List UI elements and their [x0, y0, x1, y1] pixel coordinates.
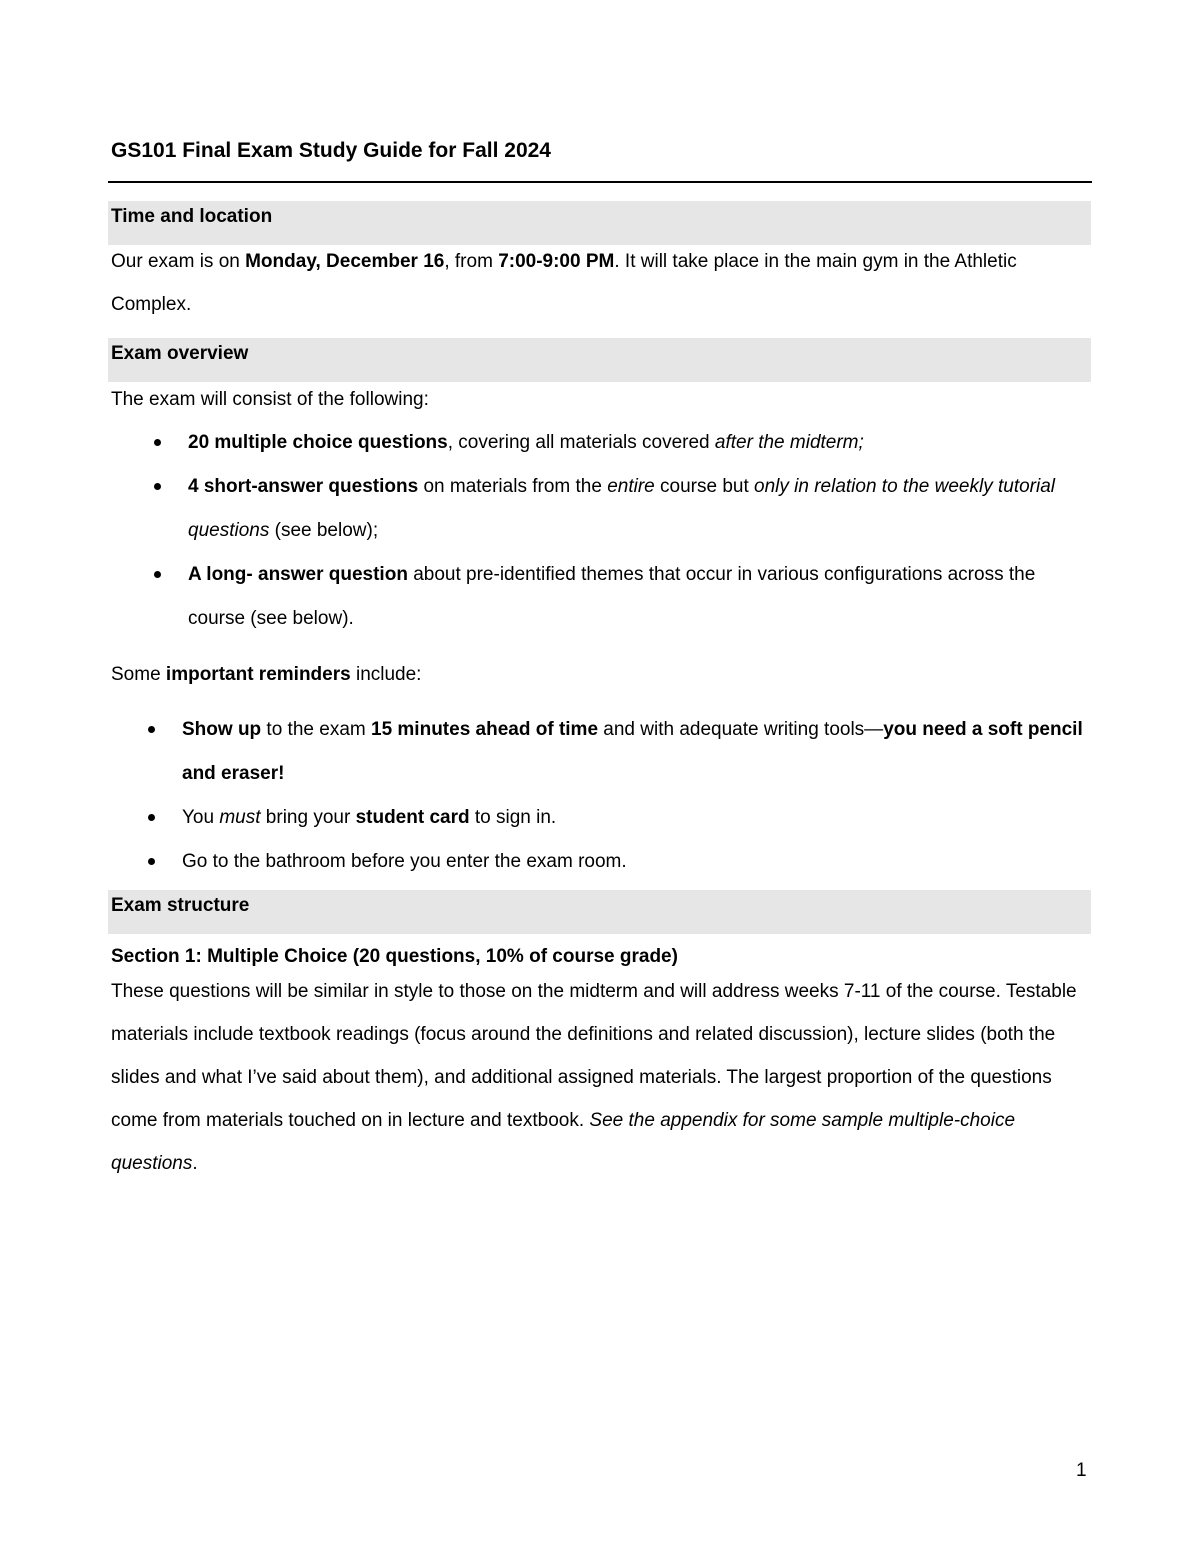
- list-item: [111, 840, 1093, 884]
- bullet-icon: [148, 858, 155, 865]
- text-run: 20 multiple choice questions: [188, 432, 448, 453]
- reminders-intro: [111, 653, 1093, 696]
- text-run: You: [182, 807, 220, 828]
- text-run: 15 minutes ahead of time: [371, 719, 599, 740]
- text-run: Some: [111, 664, 166, 685]
- list-item: [111, 421, 1093, 465]
- text-run: on materials from the: [418, 476, 608, 497]
- text-run: important reminders: [165, 664, 351, 685]
- time-location-paragraph: [111, 240, 1093, 326]
- section-heading-label: Exam overview: [111, 343, 249, 364]
- text-run: Go to the bathroom before you enter the exam room.: [182, 851, 627, 872]
- bullet-icon: [154, 439, 161, 446]
- text-run: , from: [444, 251, 499, 272]
- section-heading-label: Time and location: [111, 206, 273, 227]
- page-content: [111, 134, 1093, 1185]
- section1-title: Section 1: Multiple Choice (20 questions, 10% of course grade): [111, 946, 678, 967]
- text-run: include:: [350, 664, 422, 685]
- list-item: [111, 553, 1093, 641]
- exam-components-list: [111, 421, 1093, 641]
- text-run: Our exam is on: [111, 251, 246, 272]
- text-run: course but: [654, 476, 755, 497]
- bullet-icon: [154, 483, 161, 490]
- bullet-icon: [154, 571, 161, 578]
- list-item: [111, 796, 1093, 840]
- text-run: bring your: [260, 807, 356, 828]
- text-run: you need a soft pencil and eraser!: [182, 719, 1083, 784]
- reminders-list: [111, 708, 1093, 884]
- text-run: . It will take place in the main gym in the Athletic Complex.: [111, 251, 1017, 315]
- text-run: 4 short-answer questions: [188, 476, 419, 497]
- list-item: [111, 465, 1093, 553]
- section-heading-exam-structure: [108, 890, 1091, 934]
- text-run: entire: [607, 476, 655, 497]
- exam-date: Monday, December 16: [245, 251, 445, 272]
- bullet-icon: [148, 726, 155, 733]
- text-run: Show up: [182, 719, 262, 740]
- text-run: A long- answer question: [188, 564, 408, 585]
- document-title: GS101 Final Exam Study Guide for Fall 2024: [111, 139, 551, 162]
- text-run: (see below);: [269, 520, 379, 541]
- text-run: to the exam: [261, 719, 371, 740]
- text-run: student card: [355, 807, 470, 828]
- text-run: must: [219, 807, 261, 828]
- title-divider: [108, 181, 1092, 183]
- section-heading-exam-overview: [108, 338, 1091, 382]
- text-run: and with adequate writing tools—: [598, 719, 884, 740]
- section1-description: [111, 970, 1093, 1185]
- text-run: See the appendix for some sample multiple-choice questions: [111, 1110, 1016, 1174]
- page-number: 1: [1076, 1460, 1087, 1481]
- text-run: only in relation to the weekly tutorial questions: [188, 476, 1056, 541]
- text-run: , covering all materials covered: [447, 432, 715, 453]
- exam-time: 7:00-9:00 PM: [498, 251, 615, 272]
- text-run: about pre-identified themes that occur in various configurations across the course (see below).: [188, 564, 1036, 629]
- list-item: [111, 708, 1093, 796]
- text-run: after the midterm;: [714, 432, 864, 453]
- text-run: .: [192, 1153, 198, 1174]
- section-heading-label: Exam structure: [111, 895, 250, 916]
- text-run: These questions will be similar in style to those on the midterm and will address weeks 7-11 of the course. Testable materials include textbook readings (focus around the definitions and related discussion), lecture slides (both the slides and what I’ve said about them), and additional assigned materials. The largest proportion of the questions come from materials touched on in lecture and textbook.: [111, 981, 1077, 1131]
- section-heading-time-location: [108, 201, 1091, 245]
- overview-intro: The exam will consist of the following:: [111, 389, 429, 410]
- bullet-icon: [148, 814, 155, 821]
- text-run: to sign in.: [469, 807, 557, 828]
